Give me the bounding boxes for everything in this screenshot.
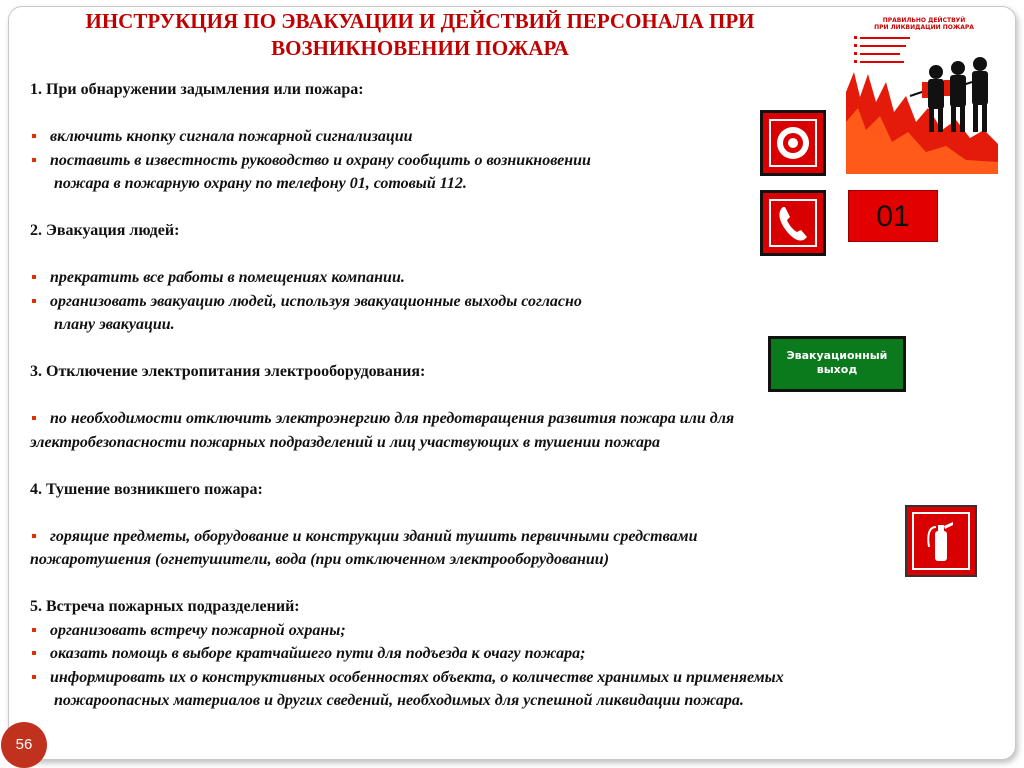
list-item: включить кнопку сигнала пожарной сигнализации bbox=[30, 125, 990, 149]
section-heading-2: 2. Эвакуация людей: bbox=[30, 222, 180, 239]
section-heading-1: 1. При обнаружении задымления или пожара: bbox=[30, 81, 364, 98]
section-heading-5: 5. Встреча пожарных подразделений: bbox=[30, 598, 300, 615]
evacuation-exit-sign bbox=[768, 336, 906, 392]
fire-phone-sign bbox=[760, 190, 826, 256]
list-item-continuation: электробезопасности пожарных подразделений и лиц участвующих в тушении пожара bbox=[30, 433, 660, 451]
section-heading-4: 4. Тушение возникшего пожара: bbox=[30, 480, 263, 498]
phone-icon bbox=[763, 193, 823, 253]
title-line-2: ВОЗНИКНОВЕНИИ ПОЖАРА bbox=[271, 36, 569, 60]
page-number-badge: 56 bbox=[1, 722, 47, 768]
section-heading-3: 3. Отключение электропитания электрооборудования: bbox=[30, 363, 426, 380]
list-item: организовать эвакуацию людей, используя эвакуационные выходы согласно bbox=[30, 290, 990, 314]
list-item-continuation: плану эвакуации. bbox=[54, 316, 175, 333]
poster-title-2: ПРИ ЛИКВИДАЦИИ ПОЖАРА bbox=[874, 24, 974, 31]
title-line-1: ИНСТРУКЦИЯ ПО ЭВАКУАЦИИ И ДЕЙСТВИЙ ПЕРСОНАЛА ПРИ bbox=[85, 9, 755, 33]
fire-extinguisher-icon bbox=[907, 507, 975, 575]
list-item: горящие предметы, оборудование и конструкции зданий тушить первичными средствами bbox=[30, 525, 990, 549]
fire-alarm-icon bbox=[763, 113, 823, 173]
list-item-continuation: пожароопасных материалов и других сведений, необходимых для успешной ликвидации пожара. bbox=[54, 692, 744, 709]
page-title bbox=[40, 8, 800, 62]
exit-sign-line-1: Эвакуационный bbox=[786, 349, 888, 362]
exit-sign-line-2: выход bbox=[816, 363, 858, 376]
fire-poster-icon bbox=[846, 12, 998, 174]
list-item-continuation: пожара в пожарную охрану по телефону 01, сотовый 112. bbox=[54, 175, 467, 192]
poster-title-1: ПРАВИЛЬНО ДЕЙСТВУЙ bbox=[882, 17, 966, 24]
list-item: информировать их о конструктивных особенностях объекта, о количестве хранимых и применяемых bbox=[30, 666, 990, 690]
list-item: поставить в известность руководство и охрану сообщить о возникновении bbox=[30, 149, 990, 173]
list-item: организовать встречу пожарной охраны; bbox=[30, 619, 990, 643]
emergency-number-box: 01 bbox=[848, 190, 938, 242]
list-item: прекратить все работы в помещениях компании. bbox=[30, 266, 990, 290]
list-item-continuation: пожаротушения (огнетушители, вода (при отключенном электрооборудовании) bbox=[30, 551, 610, 568]
list-item: по необходимости отключить электроэнергию для предотвращения развития пожара или для bbox=[30, 407, 990, 431]
list-item: оказать помощь в выборе кратчайшего пути для подъезда к очагу пожара; bbox=[30, 642, 990, 666]
fire-alarm-sign bbox=[760, 110, 826, 176]
fire-extinguisher-sign bbox=[905, 505, 977, 577]
